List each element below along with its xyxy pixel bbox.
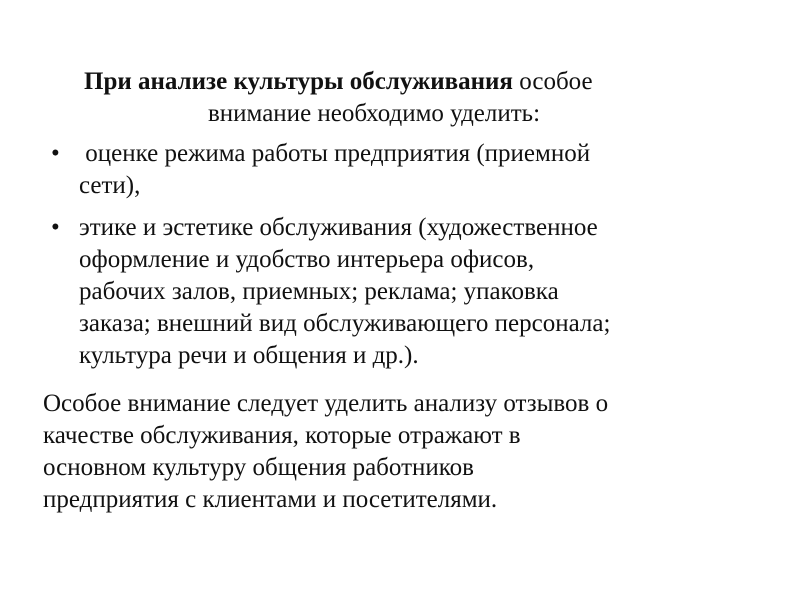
intro-bold-text: При анализе культуры обслуживания — [84, 68, 513, 95]
outro-line: предприятия с клиентами и посетителями. — [43, 486, 498, 513]
bullet-text-line: оценке режима работы предприятия (приемной — [79, 140, 591, 167]
outro-line: качестве обслуживания, которые отражают в — [43, 422, 521, 449]
outro-line: Особое внимание следует уделить анализу отзывов о — [43, 390, 609, 417]
bullet-text-line: заказа; внешний вид обслуживающего персонала; — [79, 310, 611, 337]
bullet-text-line: сети), — [79, 172, 141, 199]
bullet-marker: • — [51, 140, 60, 167]
intro-rest-text: особое — [512, 68, 593, 95]
bullet-text-line: оформление и удобство интерьера офисов, — [79, 246, 535, 273]
bullet-text-line: рабочих залов, приемных; реклама; упаковка — [79, 278, 559, 305]
bullet-text-line: культура речи и общения и др.). — [79, 342, 419, 369]
bullet-item-ethics — [0, 212, 780, 372]
intro-line-1 — [84, 66, 744, 98]
bullet-marker: • — [51, 214, 60, 241]
intro-paragraph — [84, 66, 744, 130]
bullet-list — [0, 138, 780, 382]
intro-line-2: внимание необходимо уделить: — [208, 100, 541, 127]
bullet-text-line: этике и эстетике обслуживания (художественное — [79, 214, 598, 241]
bullet-item-work-mode — [0, 138, 780, 202]
outro-paragraph — [43, 388, 795, 516]
outro-line: основном культуру общения работников — [43, 454, 474, 481]
